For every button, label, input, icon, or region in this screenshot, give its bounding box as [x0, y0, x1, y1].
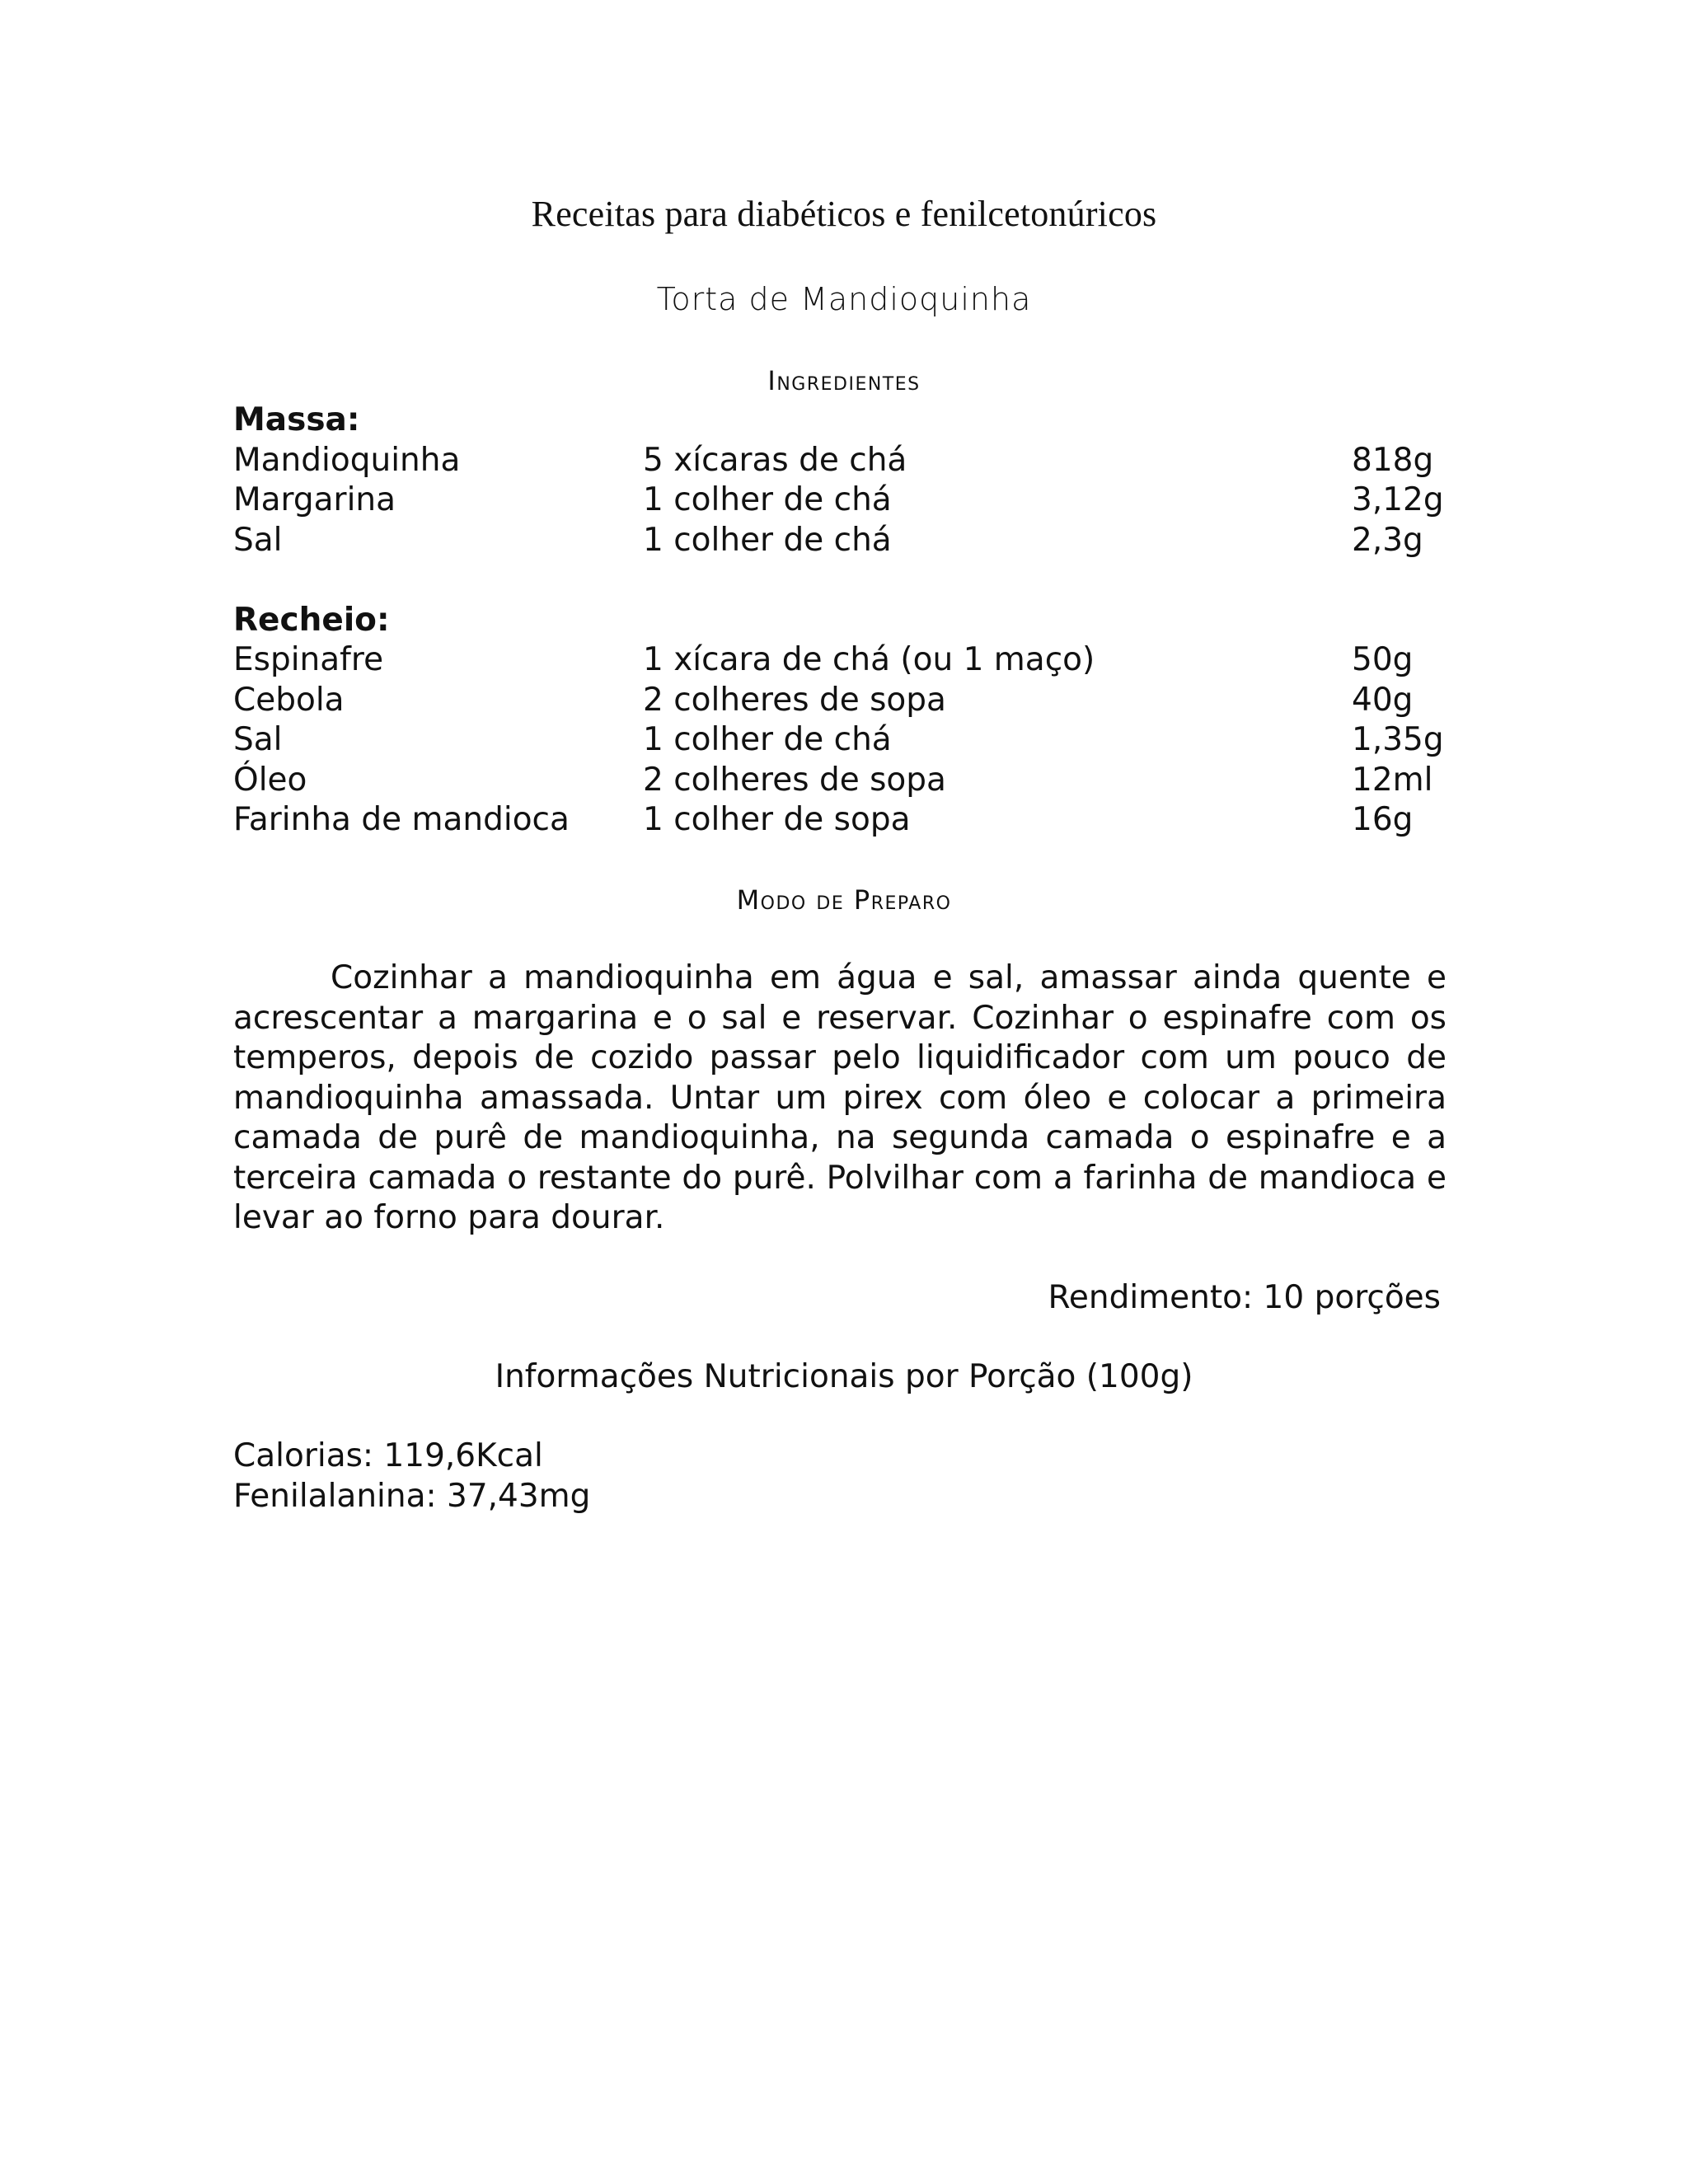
ingredient-row: [233, 480, 1453, 521]
ingredient-quantity: 1 colher de sopa: [643, 801, 911, 838]
ingredient-name: Sal: [233, 721, 283, 758]
nutrition-calorias: Calorias: 119,6Kcal: [233, 1437, 543, 1474]
ingredient-amount: 1,35g: [1352, 721, 1444, 758]
ingredient-quantity: 1 colher de chá: [643, 721, 892, 758]
nutrition-title: Informações Nutricionais por Porção (100g): [495, 1358, 1193, 1395]
nutrition-list: [233, 1436, 590, 1516]
ingredient-quantity: 5 xícaras de chá: [643, 441, 907, 479]
ingredient-name: Cebola: [233, 681, 345, 719]
ingredient-amount: 50g: [1352, 641, 1414, 678]
ingredients-list: [233, 401, 1453, 841]
ingredient-amount: 16g: [1352, 801, 1414, 838]
ingredient-name: Mandioquinha: [233, 441, 461, 479]
massa-ingredients: [233, 441, 1453, 561]
ingredient-quantity: 2 colheres de sopa: [643, 761, 946, 799]
ingredient-quantity: 1 xícara de chá (ou 1 maço): [643, 641, 1095, 678]
ingredient-row: [233, 640, 1453, 681]
recheio-ingredients: [233, 640, 1453, 841]
ingredient-name: Farinha de mandioca: [233, 801, 570, 838]
yield-text: Rendimento: 10 porções: [1048, 1279, 1441, 1316]
group-spacer: [233, 560, 1453, 601]
document-title: Receitas para diabéticos e fenilcetonúricos: [531, 194, 1157, 234]
preparation-instructions: Cozinhar a mandioquinha em água e sal, amassar ainda quente e acrescentar a margarina e o sal e reservar. Cozinhar o espinafre com os temperos, depois de cozido passar pelo liquidificador com um pouco de mandioquinha amassada. Untar um pirex com óleo e colocar a primeira camada de purê de mandioquinha, na segunda camada o espinafre e a terceira camada o restante do purê. Polvilhar com a farinha de mandioca e levar ao forno para dourar.: [233, 959, 1447, 1236]
nutrition-fenilalanina: Fenilalanina: 37,43mg: [233, 1477, 591, 1515]
ingredient-quantity: 1 colher de chá: [643, 481, 892, 518]
recipe-title: Torta de Mandioquinha: [656, 281, 1032, 317]
recheio-label: Recheio:: [233, 601, 390, 639]
ingredient-amount: 3,12g: [1352, 481, 1444, 518]
massa-label: Massa:: [233, 401, 360, 438]
ingredient-name: Espinafre: [233, 641, 384, 678]
ingredient-amount: 40g: [1352, 681, 1414, 719]
ingredient-row: [233, 441, 1453, 481]
ingredient-name: Sal: [233, 521, 283, 559]
preparo-heading: Modo de Preparo: [736, 884, 952, 916]
ingredient-row: [233, 681, 1453, 721]
ingredient-quantity: 2 colheres de sopa: [643, 681, 946, 719]
ingredient-name: Margarina: [233, 481, 396, 518]
ingredient-row: [233, 720, 1453, 761]
ingredient-amount: 2,3g: [1352, 521, 1423, 559]
ingredient-row: [233, 521, 1453, 561]
ingredient-quantity: 1 colher de chá: [643, 521, 892, 559]
ingredient-row: [233, 800, 1453, 841]
ingredient-row: [233, 761, 1453, 801]
ingredient-amount: 818g: [1352, 441, 1434, 479]
ingredients-heading: Ingredientes: [767, 365, 921, 396]
ingredient-name: Óleo: [233, 761, 307, 799]
ingredient-amount: 12ml: [1352, 761, 1433, 799]
